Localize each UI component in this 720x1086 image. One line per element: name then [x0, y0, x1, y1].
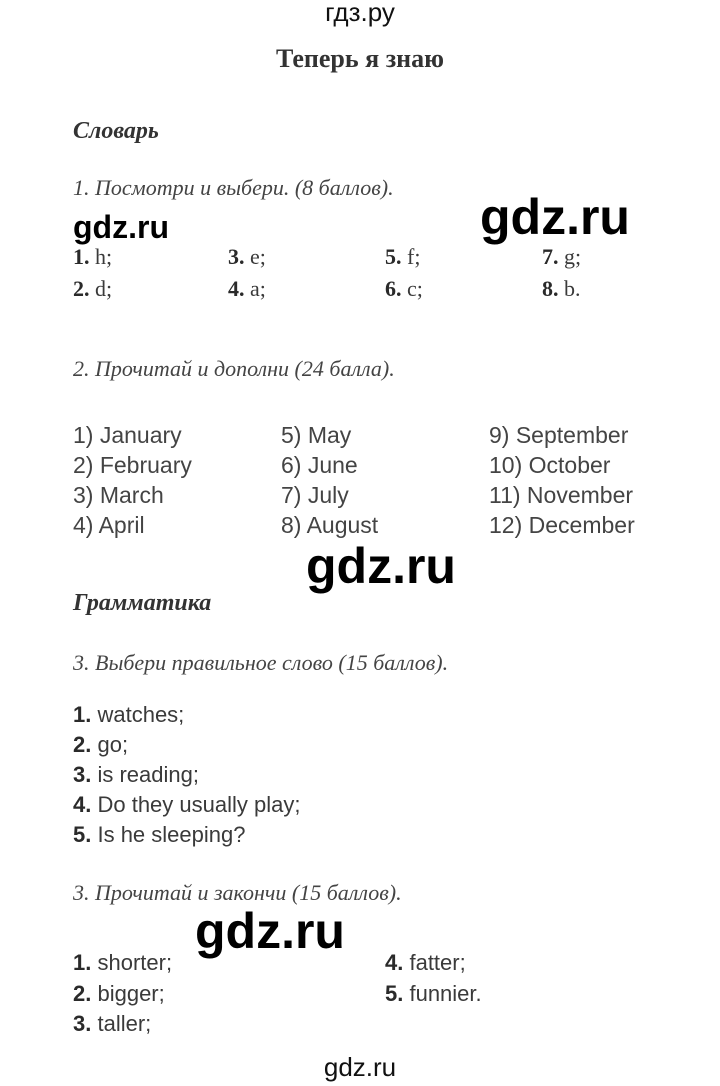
month-item: 11) November: [489, 482, 634, 508]
task4-answer: 1. shorter;: [73, 950, 173, 975]
task3-answer: 2. go;: [73, 732, 129, 757]
task3-answer: 1. watches;: [73, 702, 185, 727]
task1-answer: 5. f;: [385, 244, 421, 269]
task3-answer: 5. Is he sleeping?: [73, 822, 246, 847]
task-4-heading: 3. Прочитай и закончи (15 баллов).: [73, 880, 402, 905]
site-header: гдз.ру: [325, 0, 395, 27]
task1-answer: 7. g;: [542, 244, 582, 269]
task1-answer: 1. h;: [73, 244, 113, 269]
task4-answer: 3. taller;: [73, 1011, 152, 1036]
month-item: 7) July: [281, 482, 349, 508]
watermark: gdz.ru: [73, 209, 169, 245]
month-item: 6) June: [281, 452, 358, 478]
month-item: 2) February: [73, 452, 192, 478]
month-item: 5) May: [281, 422, 352, 448]
page-title: Теперь я знаю: [276, 44, 444, 73]
section-grammar: Грамматика: [73, 590, 212, 616]
task1-answer: 6. c;: [385, 276, 423, 301]
task1-answer: 4. a;: [228, 276, 266, 301]
watermark: gdz.ru: [480, 189, 630, 245]
task4-answer: 4. fatter;: [385, 950, 466, 975]
month-item: 1) January: [73, 422, 182, 448]
month-item: 12) December: [489, 512, 635, 538]
month-item: 9) September: [489, 422, 629, 448]
month-item: 8) August: [281, 512, 379, 538]
task1-answer: 3. e;: [228, 244, 266, 269]
watermark: gdz.ru: [195, 903, 345, 959]
month-item: 3) March: [73, 482, 164, 508]
task4-answer: 5. funnier.: [385, 981, 482, 1006]
month-item: 10) October: [489, 452, 611, 478]
task4-answer: 2. bigger;: [73, 981, 165, 1006]
task3-answer: 3. is reading;: [73, 762, 199, 787]
task-3-heading: 3. Выбери правильное слово (15 баллов).: [73, 650, 449, 675]
section-vocabulary: Словарь: [73, 118, 159, 144]
month-item: 4) April: [73, 512, 145, 538]
task1-answer: 2. d;: [73, 276, 113, 301]
task-1-heading: 1. Посмотри и выбери. (8 баллов).: [73, 175, 394, 200]
task1-answer: 8. b.: [542, 276, 581, 301]
task-2-heading: 2. Прочитай и дополни (24 балла).: [73, 356, 395, 381]
site-footer: gdz.ru: [323, 1052, 397, 1082]
task3-answer: 4. Do they usually play;: [73, 792, 301, 817]
watermark: gdz.ru: [306, 538, 456, 594]
